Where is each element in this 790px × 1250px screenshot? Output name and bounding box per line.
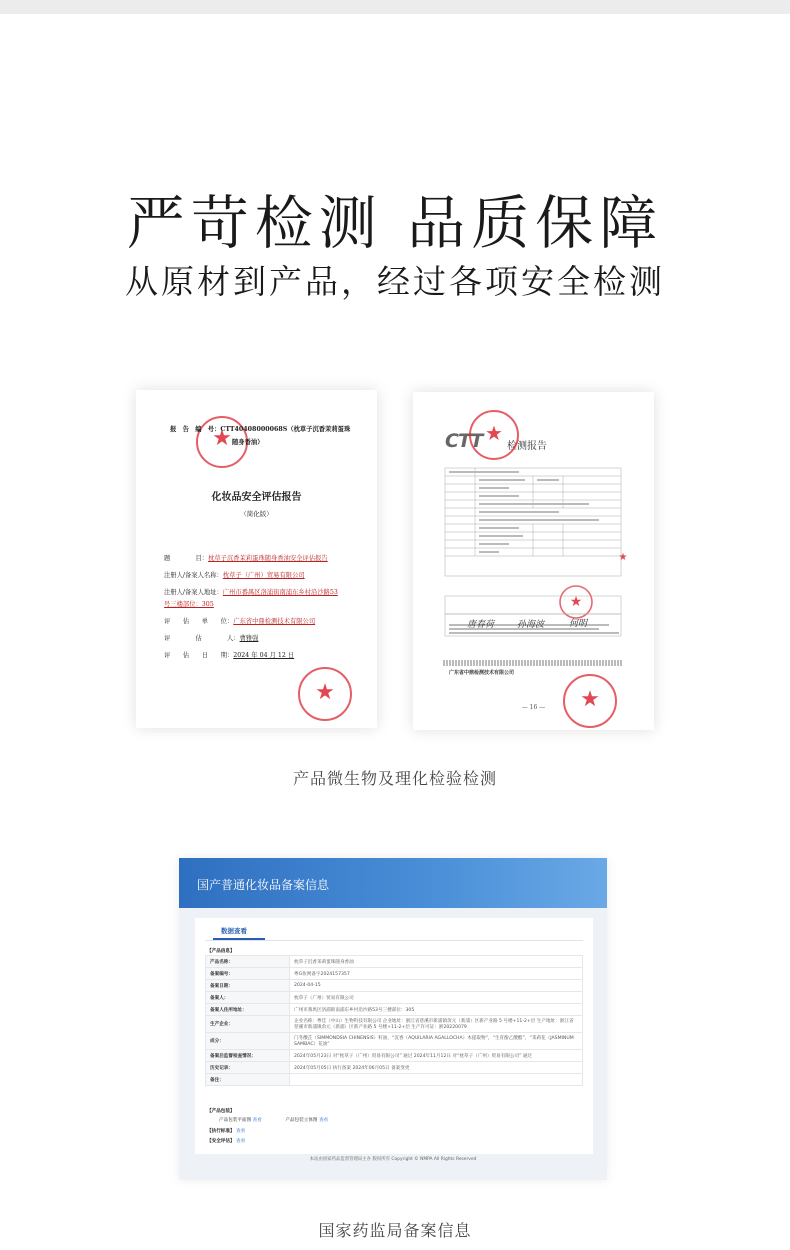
section-standard: 【执行标准】 [207, 1129, 235, 1134]
caption-testing: 产品微生物及理化检验检测 [292, 769, 497, 788]
packaging-stand-label: 产品包装立体图 [285, 1118, 318, 1123]
field-label: 评 估 日 期： [164, 652, 234, 659]
table-row [206, 1004, 583, 1016]
star-icon: ★ [212, 426, 232, 451]
row-value: 2024年05月23日 对“枕草子（广州）贸易有限公司” 通过 2024年11月12日 对“枕草子（广州）贸易有限公司” 通过 [290, 1050, 583, 1062]
star-icon: ★ [485, 421, 503, 445]
registry-card [195, 918, 593, 1154]
nmpa-registry-screenshot [179, 858, 607, 1180]
view-stand-link[interactable]: 查看 [318, 1118, 329, 1123]
field-label: 注册人/备案人名称： [164, 572, 223, 579]
table-row [206, 956, 583, 968]
row-key: 生产企业： [206, 1016, 290, 1033]
table-row [206, 1033, 583, 1050]
row-key: 成分： [206, 1033, 290, 1050]
row-value: 门冬酸芷（SIMMONDSIA CHINENSIS）籽油，“沉香（AQUILARIA AGALLOCHA）木提取物”，“生育酚乙酸酯”，“茉莉花（JASMINUM SAMBAC）花油” [290, 1033, 583, 1050]
row-key: 备案人住所地址： [206, 1004, 290, 1016]
ctt-logo: CTT [445, 430, 483, 452]
table-row [206, 1074, 583, 1086]
field-label: 评 估 单 位： [164, 618, 234, 625]
page-subheadline: 从原材到产品，经过各项安全检测 [125, 262, 665, 301]
field-value: 曹雅强 [239, 635, 259, 642]
section-packaging: 【产品包装】 [207, 1109, 235, 1114]
row-key: 备案日期： [206, 980, 290, 992]
row-key: 产品名称： [206, 956, 290, 968]
table-row [206, 980, 583, 992]
signature: 何明 [569, 619, 588, 629]
tab-data-view[interactable]: 数据查看 [221, 927, 247, 935]
table-row [206, 1062, 583, 1074]
report-title: 化妆品安全评估报告 [211, 492, 302, 503]
report-subtitle: （简化版） [240, 510, 273, 518]
row-value: 企业名称：粤佳（中山）生物科技有限公司 企业地址：浙江省慈溪市新浦镇余元（新浦）区新产业路 5 号楼+11-2+层 生产地址：浙江省慈溪市新浦镇余元（新浦）区新产业路 5 号楼+11-2+层 生产许可证：浙20220079 [290, 1016, 583, 1033]
test-report [413, 392, 654, 730]
star-icon: ★ [618, 552, 628, 563]
report-number-label: 报 告 编 号： [170, 426, 221, 433]
report-table [413, 458, 654, 668]
test-report-title: 检测报告 [507, 441, 547, 452]
safety-assessment-report [136, 390, 377, 728]
row-value: 广州市番禺区洛浦街南浦东乡村沿沙路53号三楼部位：305 [290, 1004, 583, 1016]
row-value: 粤G妆网备字2024157357 [290, 968, 583, 980]
field-value: 广州市番禺区洛浦街南浦东乡村沿沙路53 [222, 589, 338, 596]
field-value: 2024 年 04 月 12 日 [233, 652, 295, 659]
star-icon: ★ [580, 687, 600, 712]
page-headline: 严苛检测 品质保障 [126, 189, 664, 257]
view-safety-link[interactable]: 查看 [236, 1139, 246, 1144]
row-value: 2024年05月05日 执行备案 2024年06月05日 备案变更 [290, 1062, 583, 1074]
star-icon: ★ [569, 594, 583, 610]
row-key: 备案人： [206, 992, 290, 1004]
field-value: 号三楼部位：305 [164, 601, 214, 608]
caption-registry: 国家药监局备案信息 [318, 1221, 472, 1240]
packaging-plane-label: 产品包装平面图 [219, 1118, 252, 1123]
divider [205, 940, 583, 941]
report-number: CTT40408000068S（枕草子沉香茉莉蛋珠 [220, 426, 351, 433]
row-value: 2024-04-15 [290, 980, 583, 992]
top-bar [0, 0, 790, 14]
view-standard-link[interactable]: 查看 [236, 1129, 246, 1134]
field-value: 枕草子（广州）贸易有限公司 [222, 572, 305, 579]
row-key: 备案编号： [206, 968, 290, 980]
view-plane-link[interactable]: 查看 [252, 1118, 262, 1123]
section-product-info: 【产品信息】 [207, 949, 235, 954]
signature: 孙海波 [517, 620, 545, 630]
field-label: 注册人/备案人地址： [164, 589, 223, 596]
table-row [206, 968, 583, 980]
field-value: 广东省中鼎检测技术有限公司 [233, 618, 316, 625]
barcode-strip [443, 660, 623, 666]
registry-footer: 本站由国家药品监督管理局主办 版权所有 Copyright © NMPA All Rights Reserved [309, 1157, 477, 1162]
row-key: 历史记录： [206, 1062, 290, 1074]
field-label: 题 目： [164, 555, 209, 562]
registry-table [205, 955, 583, 1086]
testing-company: 广东省中鼎检测技术有限公司 [449, 670, 515, 676]
row-key: 备注： [206, 1074, 290, 1086]
row-value [290, 1074, 583, 1086]
registry-header: 国产普通化妆品备案信息 [179, 858, 607, 908]
field-value: 枕草子沉香茉莉蛋珠随身香油安全评估报告 [208, 555, 328, 562]
row-value: 枕草子沉香茉莉蛋珠随身香油 [290, 956, 583, 968]
signature: 唐春荷 [467, 620, 495, 630]
field-label: 评 估 人： [164, 635, 240, 642]
table-row [206, 1050, 583, 1062]
row-value: 枕草子（广州）贸易有限公司 [290, 992, 583, 1004]
page-number: — 16 — [521, 704, 546, 711]
report-number-line2: 随身香油） [232, 439, 264, 446]
star-icon: ★ [315, 680, 335, 705]
table-row [206, 992, 583, 1004]
row-key: 备案后监督检查情况： [206, 1050, 290, 1062]
table-row [206, 1016, 583, 1033]
section-safety: 【安全评估】 [207, 1139, 235, 1144]
